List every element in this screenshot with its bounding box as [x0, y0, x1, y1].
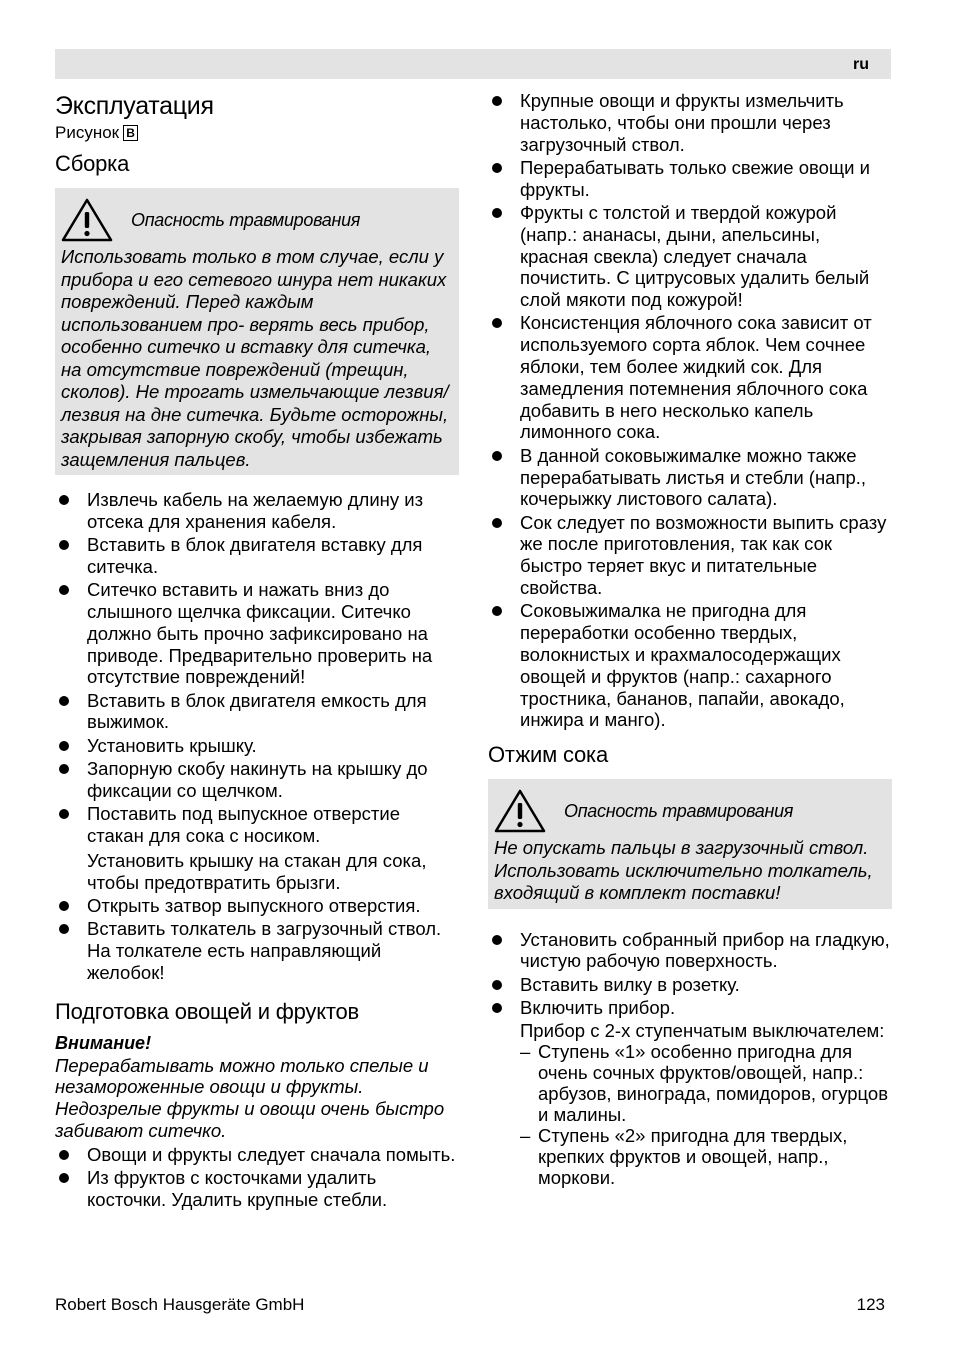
assembly-step-text: Поставить под выпускное отверстие стакан для сока с носиком. — [87, 803, 401, 846]
juicing-step — [488, 974, 892, 996]
left-column — [55, 90, 459, 1212]
assembly-step — [55, 895, 459, 917]
assembly-step-text: Открыть затвор выпускного отверстия. — [87, 894, 421, 916]
assembly-step — [55, 690, 459, 734]
footer-company: Robert Bosch Hausgeräte GmbH — [55, 1295, 305, 1314]
preparation-step-text: Крупные овощи и фрукты измельчить настолько, чтобы они прошли через загрузочный ствол. — [520, 90, 844, 155]
figure-label: Рисунок — [55, 123, 120, 142]
speed-level-item: – Ступень «2» пригодна для твердых, крепких фруктов и овощей, напр., моркови. — [520, 1125, 892, 1188]
header-bar — [55, 49, 891, 79]
warning-text: Использовать только в том случае, если у прибора и его сетевого шнура нет никаких повреждений. Перед каждым использованием про- верять весь прибор, особенно ситечко и вставку для ситечка, на отсутствие повреждений (трещин, сколов). Не трогать измельчающие лезвия/лезвия на дне ситечка. Будьте осторожны, закрывая запорную скобу, чтобы избежать защемления пальцев. — [61, 246, 449, 470]
assembly-step — [55, 758, 459, 802]
preparation-step-text: В данной соковыжималке можно также перерабатывать листья и стебли (напр., кочерыжку листового салата). — [520, 444, 867, 510]
section-heading-juicing: Отжим сока — [488, 742, 608, 768]
figure-letter-box: B — [123, 125, 138, 141]
juicing-step-text: Включить прибор. — [520, 997, 676, 1018]
preparation-step — [488, 312, 892, 443]
assembly-step-text: Ситечко вставить и нажать вниз до слышного щелчка фиксации. Ситечко должно быть прочно зафиксировано на приводе. Предварительно проверить на отсутствие повреждений! — [87, 579, 433, 688]
juicing-step-text: Установить собранный прибор на гладкую, чистую рабочую поверхность. — [520, 928, 890, 972]
assembly-step — [55, 534, 459, 578]
assembly-step-text: Вставить толкатель в загрузочный ствол. На толкателе есть направляющий желобок! — [87, 918, 442, 983]
page-title: Эксплуатация — [55, 92, 214, 120]
speed-level-item: – Ступень «1» особенно пригодна для очень сочных фруктов/овощей, напр.: арбузов, винограда, помидоров, огурцов и малины. — [520, 1041, 892, 1125]
preparation-step-text: Соковыжималка не пригодна для переработки особенно твердых, волокнистых и крахмалосодержащих овощей и фруктов (напр.: сахарного тростника, бананов, папайи, авокадо, инжира и манго). — [520, 600, 845, 731]
assembly-step — [55, 803, 459, 893]
assembly-step-text: Извлечь кабель на желаемую длину из отсека для хранения кабеля. — [87, 489, 424, 532]
warning-box-juicing — [488, 779, 892, 909]
assembly-step-text: Вставить в блок двигателя вставку для ситечка. — [87, 534, 423, 577]
page-number: 123 — [856, 1295, 885, 1314]
right-column — [488, 90, 892, 1188]
juicing-step — [488, 997, 892, 1019]
preparation-step — [488, 445, 892, 510]
switch-description — [488, 1020, 892, 1188]
juicing-step — [488, 929, 892, 973]
preparation-step — [55, 1144, 459, 1166]
preparation-step-text: Сок следует по возможности выпить сразу же после приготовления, так как сок быстро теряет вкус и питательные свойства. — [520, 511, 887, 599]
juicing-step-text: Вставить вилку в розетку. — [520, 973, 740, 995]
attention-label: Внимание! — [55, 1032, 152, 1053]
assembly-steps-list — [55, 489, 459, 984]
preparation-step — [488, 512, 892, 599]
warning-triangle-icon — [494, 788, 546, 834]
assembly-step-text: Установить крышку. — [87, 734, 257, 756]
assembly-step — [55, 579, 459, 688]
figure-reference — [55, 122, 459, 144]
section-heading-assembly: Сборка — [55, 151, 130, 176]
juicing-steps-list — [488, 929, 892, 1019]
preparation-step — [55, 1167, 459, 1211]
assembly-step-extra-text: Установить крышку на стакан для сока, чтобы предотвратить брызги. — [87, 849, 427, 893]
warning-text: Не опускать пальцы в загрузочный ствол. Использовать исключительно толкатель, входящий в комплект поставки! — [494, 837, 873, 904]
speed-levels-list — [520, 1041, 892, 1188]
assembly-step — [55, 918, 459, 983]
section-heading-preparation: Подготовка овощей и фруктов — [55, 998, 360, 1024]
warning-title: Опасность травмирования — [564, 800, 794, 821]
switch-text: Прибор с 2-х ступенчатым выключателем: — [520, 1020, 885, 1042]
warning-triangle-icon — [61, 197, 113, 243]
assembly-step-text: Вставить в блок двигателя емкость для выжимок. — [87, 689, 427, 733]
preparation-steps-list — [55, 1144, 459, 1211]
preparation-step-text: Овощи и фрукты следует сначала помыть. — [87, 1143, 456, 1165]
assembly-step-text: Запорную скобу накинуть на крышку до фиксации со щелчком. — [87, 758, 428, 801]
preparation-step — [488, 90, 892, 155]
assembly-step — [55, 735, 459, 757]
preparation-step-text: Консистенция яблочного сока зависит от используемого сорта яблок. Чем сочнее яблоки, тем более жидкий сок. Для замедления потемнения яблочного сока добавить в него несколько капель лимонного сока. — [520, 312, 872, 443]
attention-text: Перерабатывать можно только спелые и незамороженные овощи и фрукты. Недозрелые фрукты и овощи очень быстро забивают ситечко. — [55, 1054, 445, 1141]
preparation-step — [488, 157, 892, 201]
preparation-step-text: Перерабатывать только свежие овощи и фрукты. — [520, 156, 870, 200]
assembly-step — [55, 489, 459, 533]
preparation-step-text: Фрукты с толстой и твердой кожурой (напр.: ананасы, дыни, апельсины, красная свекла) следует сначала почистить. С цитрусовых удалить белый слой мякоти под кожурой! — [520, 201, 870, 311]
preparation-step-text: Из фруктов с косточками удалить косточки. Удалить крупные стебли. — [87, 1167, 388, 1210]
preparation-step — [488, 600, 892, 731]
warning-box-assembly — [55, 188, 459, 475]
language-code: ru — [853, 56, 869, 73]
preparation-step — [488, 202, 892, 311]
warning-title: Опасность травмирования — [131, 209, 361, 230]
preparation-steps-list-continued — [488, 90, 892, 731]
